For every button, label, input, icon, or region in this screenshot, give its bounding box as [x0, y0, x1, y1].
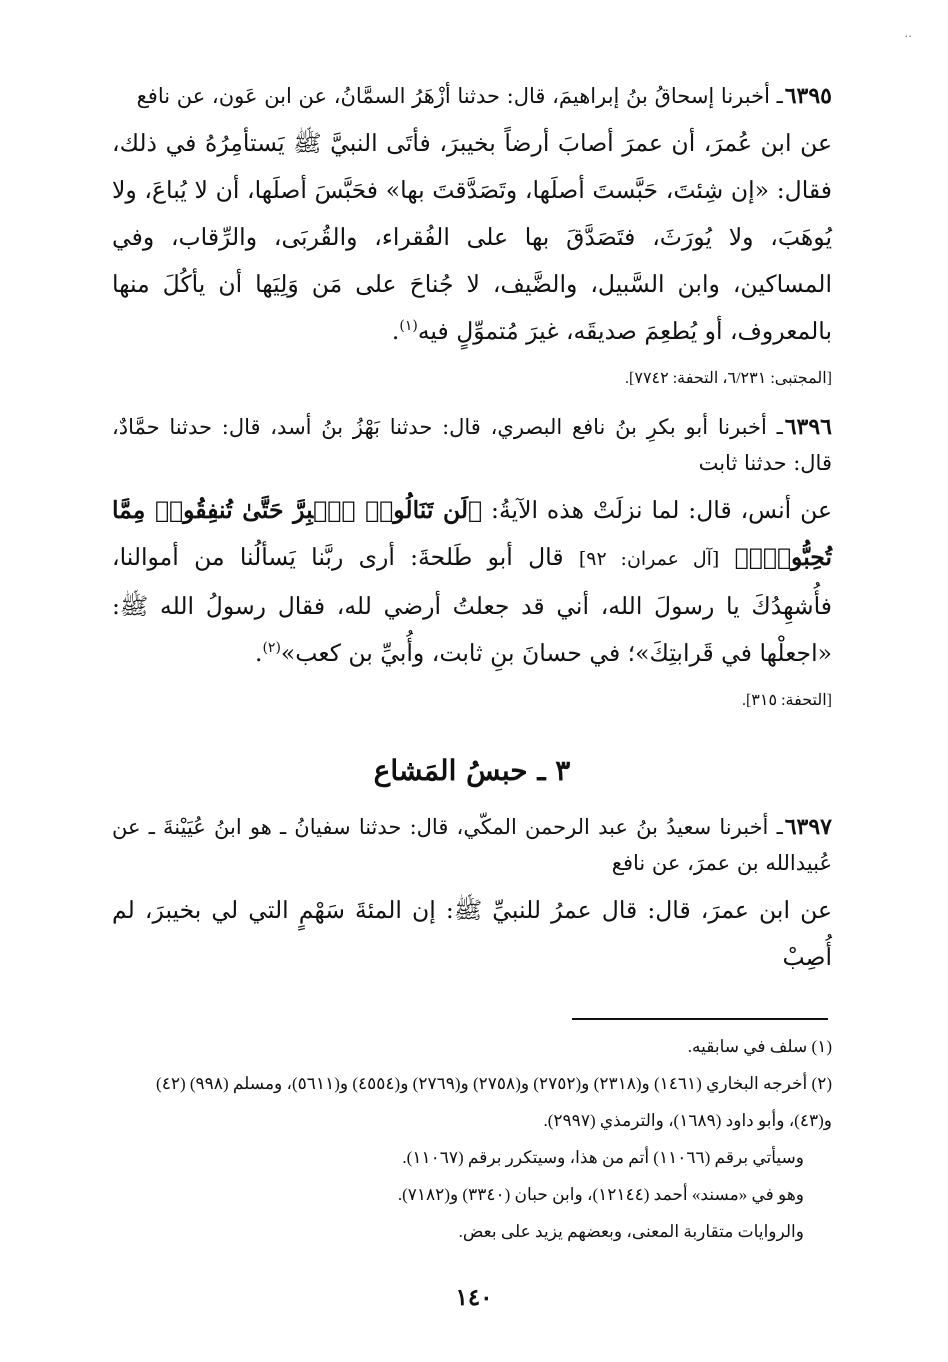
hadith-6396-matn: عن أنس، قال: لما نزلَتْ هذه الآيةُ: ﴿لَن تَنَالُوا۟ ٱلۡبِرَّ حَتَّىٰ تُنفِقُوا۟ مِمَّا تُحِبُّونَۚ﴾ [آل عمران: ٩٢] قال أبو طَلحةَ: أرى ربَّنا يَسألُنا من أموالنا، فأُشهِدُكَ يا رسولَ الله، أني قد جعلتُ أرضي لله، فقال رسولُ الله ﷺ: «اجعلْها في قَرابتِكَ»؛ في حسانَ بنِ ثابت، وأُبيِّ بن كعب»$^{(٢)}$.	[112, 496, 832, 667]
hadith-number: ٦٣٩٦	[784, 414, 832, 440]
footnote-2: (٢) أخرجه البخاري (١٤٦١) و(٢٣١٨) و(٢٧٥٢) و(٢٧٥٨) و(٢٧٦٩) و(٤٥٥٤) و(٥٦١١)، ومسلم (٩٩٨) (٤٢) و(٤٣)، وأبو داود (١٦٨٩)، والترمذي (٢٩٩٧).	[156, 1074, 832, 1130]
hadith-number: ٦٣٩٥	[784, 83, 832, 109]
hadith-6395-isnad	[112, 78, 832, 114]
hadith-6397-matn: عن ابن عمرَ، قال: قال عمرُ للنبيِّ ﷺ: إن المئةَ سَهْمٍ التي لي بخيبرَ، لم أُصِبْ	[112, 896, 832, 971]
footnote-1: (١) سلف في سابقيه.	[687, 1037, 832, 1056]
matn-rest: قال أبو طَلحةَ: أرى ربَّنا يَسألُنا من أموالنا، فأُشهِدُكَ يا رسولَ الله، أني قد جعلتُ أرضي لله، فقال رسولُ الله ﷺ: «اجعلْها في قَرابتِكَ»؛ في حسانَ بنِ ثابت، وأُبيِّ بن كعب»	[112, 543, 832, 667]
hadith-6396-reference: [التحفة: ٣١٥].	[741, 692, 832, 709]
page-number: ١٤٠	[455, 1284, 493, 1311]
hadith-6395-reference: [المجتبى: ٦/٢٣١، التحفة: ٧٧٤٢].	[625, 370, 832, 387]
hadith-6395-matn: عن ابن عُمرَ، أن عمرَ أصابَ أرضاً بخيبرَ، فأتَى النبيَّ ﷺ يَستأمِرُهُ في ذلك، فقال: «إن شِئتَ، حَبَّستَ أصلَها، وتَصَدَّقتَ بها» فحَبَّسَ أصلَها، أن لا يُباعَ، ولا يُوهَبَ، ولا يُورَثَ، فتَصَدَّقَ بها على الفُقراء، والقُربَى، والرِّقاب، وفي المساكين، وابن السَّبيل، والضَّيف، لا جُناحَ على مَن وَلِيَها أن يأكُلَ منها بالمعروف، أو يُطعِمَ صديقَه، غيرَ مُتموِّلٍ فيه$^{(١)}$.	[112, 129, 832, 345]
footnote-2-line: وسيأتي برقم (١١٠٦٦) أتم من هذا، وسيتكرر برقم (١١٠٦٧).	[402, 1148, 804, 1167]
isnad-text: ـ أخبرنا إسحاقُ بنُ إبراهيمَ، قال: حدثنا أزْهَرُ السمَّانُ، عن ابن عَون، عن نافع	[136, 84, 783, 108]
hadith-number: ٦٣٩٧	[784, 814, 832, 840]
quran-verse: ﴿لَن تَنَالُوا۟ ٱلۡبِرَّ حَتَّىٰ تُنفِقُوا۟ مِمَّا تُحِبُّونَۚ﴾	[112, 496, 832, 571]
footnotes	[112, 1028, 832, 1250]
corner-mark: ..	[904, 26, 912, 40]
matn-intro: عن أنس، قال: لما نزلَتْ هذه الآيةُ:	[482, 496, 832, 524]
footnote-separator	[572, 1018, 828, 1020]
footnote-marker: (٢)	[262, 640, 281, 657]
hadith-6397-isnad	[112, 809, 832, 881]
footnote-2-line: والروايات متقاربة المعنى، وبعضهم يزيد على بعض.	[458, 1222, 804, 1241]
matn-text: عن ابن عُمرَ، أن عمرَ أصابَ أرضاً بخيبرَ، فأتَى النبيَّ ﷺ يَستأمِرُهُ في ذلك، فقال: «إن شِئتَ، حَبَّستَ أصلَها، وتَصَدَّقتَ بها» فحَبَّسَ أصلَها، أن لا يُباعَ، ولا يُوهَبَ، ولا يُورَثَ، فتَصَدَّقَ بها على الفُقراء، والقُربَى، والرِّقاب، وفي المساكين، وابن السَّبيل، والضَّيف، لا جُناحَ على مَن وَلِيَها أن يأكُلَ منها بالمعروف، أو يُطعِمَ صديقَه، غيرَ مُتموِّلٍ فيه	[112, 129, 832, 345]
chapter-heading: ٣ ـ حبسُ المَشاع	[373, 754, 571, 787]
page-body	[112, 78, 832, 981]
footnote-marker: (١)	[399, 318, 418, 335]
footnote-2-line: وهو في «مسند» أحمد (١٢١٤٤)، وابن حبان (٣٣٤٠) و(٧١٨٢).	[397, 1185, 804, 1204]
isnad-text: ـ أخبرنا أبو بكرِ بنُ نافع البصري، قال: حدثنا بَهْزُ بنُ أسد، قال: حدثنا حمَّادٌ، قال: حدثنا ثابت	[112, 415, 832, 475]
surah-reference: [آل عمران: ٩٢]	[578, 548, 720, 570]
hadith-6396-isnad	[112, 409, 832, 481]
isnad-text: ـ أخبرنا سعيدُ بنُ عبد الرحمن المكّي، قال: حدثنا سفيانُ ـ هو ابنُ عُيَيْنةَ ـ عن عُبيدالله بن عمرَ، عن نافع	[112, 815, 832, 875]
